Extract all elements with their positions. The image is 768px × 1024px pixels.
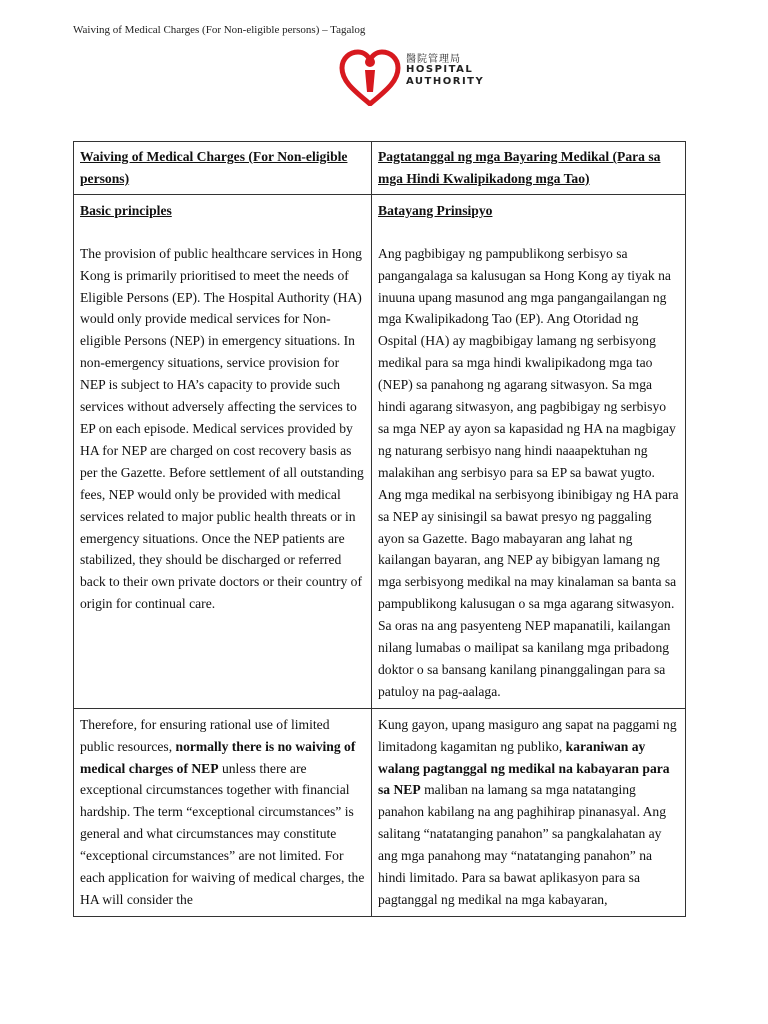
- table-row: [74, 708, 686, 916]
- logo-chinese-text: 醫院管理局: [406, 54, 461, 65]
- title-cell-english: [74, 142, 372, 195]
- hospital-authority-logo: [338, 48, 498, 106]
- table-row: [74, 194, 686, 708]
- body-tagalog: Ang pagbibigay ng pampublikong serbisyo sa pangangalaga sa kalusugan sa Hong Kong ay tiyak na inuuna upang masunod ang mga pangangailangan ng mga Kwalipikadong Tao (EP). Ang Otoridad ng Ospital (HA) ay magbibigay lamang ng serbisyong medikal para sa mga hindi kwalipikadong mga tao (NEP) sa panahong ng agarang sitwasyon. Sa mga hindi agarang sitwasyon, ang pagbibigay ng serbisyo sa mga NEP ay ayon sa kapasidad ng HA na magbigay ng naturang serbisyo nang hindi naaapektuhan ng malakihan ang serbisyo para sa EP sa bawat yugto. Ang mga medikal na serbisyong ibinibigay ng HA para sa NEP ay sinisingil sa bawat presyo ng paggaling ayon sa Gazette. Bago mabayaran ang lahat ng kailangan bayaran, ang NEP ay bibigyan lamang ng mga serbisyong medikal na may kinalaman sa banta sa pampublikong kalusugan o sa mga agarang sitwasyon. Sa oras na ang pasyenteng NEP mapanatili, kailangan nilang lumabas o mailipat sa kanilang mga pribadong doktor o sa bansang kanilang pinanggalingan para sa patuloy na pag-aalaga.: [378, 245, 679, 699]
- principles-cell-tagalog: [372, 194, 686, 708]
- waiver-english-post: unless there are exceptional circumstances together with financial hardship. The term “exceptional circumstances” is general and what circumstances may constitute “exceptional circumstances” are not limited. For each application for waiving of medical charges, the HA will consider the: [80, 760, 365, 907]
- waiver-english-pre: Therefore, for ensuring rational use of limited public resources,: [80, 716, 330, 754]
- title-tagalog: Pagtatanggal ng mga Bayaring Medikal (Para sa mga Hindi Kwalipikadong mga Tao): [378, 149, 661, 186]
- body-english: The provision of public healthcare services in Hong Kong is primarily prioritised to meet the needs of Eligible Persons (EP). The Hospital Authority (HA) would only provide medical services for Non-eligible Persons (NEP) in emergency situations. In non-emergency situations, service provision for NEP is subject to HA’s capacity to provide such services without adversely affecting the services to EP on each episode. Medical services provided by HA for NEP are charged on cost recovery basis as per the Gazette. Before settlement of all outstanding fees, NEP would only be provided with medical services related to major public health threats or in emergency situations. Once the NEP patients are stabilized, they should be discharged or referred back to their own private doctors or their country of origin for continual care.: [80, 245, 364, 612]
- document-header: Waiving of Medical Charges (For Non-eligible persons) – Tagalog: [73, 24, 366, 36]
- hospital-authority-emblem-icon: [338, 48, 402, 106]
- waiver-tagalog-bold: karaniwan ay walang pagtanggal ng medikal na kabayaran para sa NEP: [378, 738, 670, 798]
- logo-english-text: [406, 64, 484, 88]
- heading-tagalog: Batayang Prinsipyo: [378, 202, 493, 218]
- logo-english-line1: HOSPITAL: [406, 64, 474, 75]
- waiver-cell-english: [74, 708, 372, 916]
- title-cell-tagalog: [372, 142, 686, 195]
- waiver-english-bold: normally there is no waiving of medical charges of NEP: [80, 738, 356, 776]
- title-english: Waiving of Medical Charges (For Non-eligible persons): [80, 149, 348, 186]
- logo-english-line2: AUTHORITY: [406, 76, 485, 87]
- heading-english: Basic principles: [80, 202, 172, 218]
- waiver-cell-tagalog: [372, 708, 686, 916]
- waiver-tagalog-pre: Kung gayon, upang masiguro ang sapat na paggami ng limitadong kagamitan ng publiko,: [378, 716, 677, 754]
- table-title-row: [74, 142, 686, 195]
- principles-cell-english: [74, 194, 372, 708]
- waiver-tagalog-post: maliban na lamang sa mga natatanging panahon kabilang na ang paghihirap pinanasyal. Ang salitang “natatanging panahon” sa pangkalahatan ay ang mga panahong may “natatanging panahon” na hindi limitado. Para sa bawat aplikasyon para sa pagtanggal ng medikal na mga kabayaran,: [378, 782, 667, 907]
- bilingual-table: [73, 141, 686, 917]
